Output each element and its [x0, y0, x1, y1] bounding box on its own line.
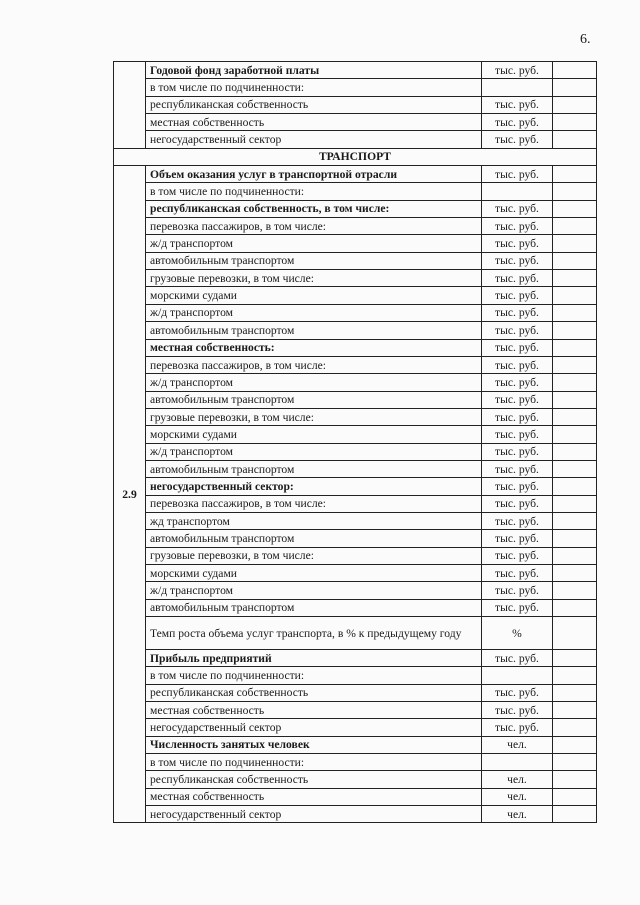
row-label: морскими судами	[146, 564, 482, 581]
row-unit: тыс. руб.	[482, 408, 553, 425]
table-row	[114, 304, 597, 321]
row-unit: тыс. руб.	[482, 287, 553, 304]
row-label: негосударственный сектор:	[146, 478, 482, 495]
row-label: Объем оказания услуг в транспортной отрасли	[146, 166, 482, 183]
row-unit: тыс. руб.	[482, 530, 553, 547]
row-unit: тыс. руб.	[482, 322, 553, 339]
page-number: 6.	[580, 32, 591, 47]
indicators-table	[113, 61, 597, 823]
row-label: негосударственный сектор	[146, 131, 482, 148]
row-label: автомобильным транспортом	[146, 530, 482, 547]
table-row	[114, 564, 597, 581]
row-label: перевозка пассажиров, в том числе:	[146, 495, 482, 512]
row-value-cell	[553, 183, 597, 200]
row-unit: тыс. руб.	[482, 582, 553, 599]
row-value-cell	[553, 426, 597, 443]
group-number: 2.9	[114, 166, 146, 823]
table-row	[114, 512, 597, 529]
row-value-cell	[553, 582, 597, 599]
row-unit	[482, 667, 553, 684]
table-row	[114, 806, 597, 823]
row-unit	[482, 754, 553, 771]
table-row	[114, 754, 597, 771]
row-label: негосударственный сектор	[146, 806, 482, 823]
row-value-cell	[553, 374, 597, 391]
row-value-cell	[553, 166, 597, 183]
table-row	[114, 235, 597, 252]
row-unit: тыс. руб.	[482, 547, 553, 564]
table-row	[114, 96, 597, 113]
table-row	[114, 719, 597, 736]
row-value-cell	[553, 702, 597, 719]
row-value-cell	[553, 719, 597, 736]
row-value-cell	[553, 408, 597, 425]
row-unit: тыс. руб.	[482, 374, 553, 391]
row-unit: тыс. руб.	[482, 460, 553, 477]
row-value-cell	[553, 79, 597, 96]
row-label: местная собственность	[146, 788, 482, 805]
row-value-cell	[553, 443, 597, 460]
row-label: ж/д транспортом	[146, 582, 482, 599]
table-row	[114, 530, 597, 547]
row-value-cell	[553, 96, 597, 113]
row-label: жд транспортом	[146, 512, 482, 529]
row-label: республиканская собственность	[146, 771, 482, 788]
table-row	[114, 684, 597, 701]
row-label: в том числе по подчиненности:	[146, 183, 482, 200]
section-title: ТРАНСПОРТ	[114, 148, 597, 165]
row-label: морскими судами	[146, 426, 482, 443]
row-unit: тыс. руб.	[482, 339, 553, 356]
row-label: в том числе по подчиненности:	[146, 754, 482, 771]
row-value-cell	[553, 736, 597, 753]
row-value-cell	[553, 235, 597, 252]
table-row	[114, 771, 597, 788]
row-value-cell	[553, 667, 597, 684]
row-unit: чел.	[482, 806, 553, 823]
row-unit: тыс. руб.	[482, 356, 553, 373]
row-label: морскими судами	[146, 287, 482, 304]
table-row	[114, 62, 597, 79]
row-label: республиканская собственность, в том числе:	[146, 200, 482, 217]
row-unit: тыс. руб.	[482, 96, 553, 113]
table-row	[114, 443, 597, 460]
row-unit: тыс. руб.	[482, 702, 553, 719]
row-value-cell	[553, 771, 597, 788]
row-unit: тыс. руб.	[482, 719, 553, 736]
table-row	[114, 617, 597, 650]
table-row	[114, 547, 597, 564]
table-row	[114, 495, 597, 512]
row-value-cell	[553, 512, 597, 529]
row-value-cell	[553, 287, 597, 304]
group-number-cell-empty	[114, 62, 146, 149]
row-label: ж/д транспортом	[146, 374, 482, 391]
row-label: автомобильным транспортом	[146, 460, 482, 477]
row-unit: тыс. руб.	[482, 495, 553, 512]
table-row	[114, 408, 597, 425]
row-value-cell	[553, 200, 597, 217]
row-label: местная собственность	[146, 114, 482, 131]
row-label: Годовой фонд заработной платы	[146, 62, 482, 79]
row-label: в том числе по подчиненности:	[146, 667, 482, 684]
row-label: грузовые перевозки, в том числе:	[146, 270, 482, 287]
row-label: ж/д транспортом	[146, 304, 482, 321]
table-row	[114, 270, 597, 287]
row-value-cell	[553, 806, 597, 823]
row-label: автомобильным транспортом	[146, 252, 482, 269]
table-row	[114, 322, 597, 339]
row-label: автомобильным транспортом	[146, 599, 482, 616]
row-label: республиканская собственность	[146, 684, 482, 701]
row-value-cell	[553, 530, 597, 547]
table-row	[114, 79, 597, 96]
table-row	[114, 114, 597, 131]
row-value-cell	[553, 754, 597, 771]
table-row	[114, 339, 597, 356]
row-unit: тыс. руб.	[482, 478, 553, 495]
row-value-cell	[553, 564, 597, 581]
table-row	[114, 252, 597, 269]
row-label: в том числе по подчиненности:	[146, 79, 482, 96]
row-unit: тыс. руб.	[482, 684, 553, 701]
row-unit: тыс. руб.	[482, 252, 553, 269]
row-unit: тыс. руб.	[482, 564, 553, 581]
row-label: перевозка пассажиров, в том числе:	[146, 356, 482, 373]
row-value-cell	[553, 617, 597, 650]
row-value-cell	[553, 650, 597, 667]
row-label: Численность занятых человек	[146, 736, 482, 753]
table-row	[114, 478, 597, 495]
table-row	[114, 131, 597, 148]
table-row	[114, 426, 597, 443]
row-value-cell	[553, 547, 597, 564]
row-value-cell	[553, 599, 597, 616]
row-label: грузовые перевозки, в том числе:	[146, 547, 482, 564]
row-label: местная собственность	[146, 702, 482, 719]
row-unit: чел.	[482, 771, 553, 788]
table-row	[114, 460, 597, 477]
row-unit: тыс. руб.	[482, 131, 553, 148]
table-row	[114, 788, 597, 805]
row-unit	[482, 79, 553, 96]
row-label: перевозка пассажиров, в том числе:	[146, 218, 482, 235]
table-row	[114, 650, 597, 667]
table-row	[114, 391, 597, 408]
row-value-cell	[553, 62, 597, 79]
row-label: Темп роста объема услуг транспорта, в % к предыдущему году	[146, 617, 482, 650]
row-label: местная собственность:	[146, 339, 482, 356]
row-unit: тыс. руб.	[482, 62, 553, 79]
row-unit: тыс. руб.	[482, 270, 553, 287]
table-row	[114, 599, 597, 616]
row-value-cell	[553, 339, 597, 356]
row-label: грузовые перевозки, в том числе:	[146, 408, 482, 425]
table-row	[114, 582, 597, 599]
row-unit: тыс. руб.	[482, 218, 553, 235]
table-row	[114, 702, 597, 719]
row-label: ж/д транспортом	[146, 235, 482, 252]
table-row	[114, 166, 597, 183]
row-unit: чел.	[482, 788, 553, 805]
row-unit: тыс. руб.	[482, 166, 553, 183]
row-unit: тыс. руб.	[482, 599, 553, 616]
row-unit: тыс. руб.	[482, 200, 553, 217]
row-unit: тыс. руб.	[482, 235, 553, 252]
table-row	[114, 667, 597, 684]
row-unit: тыс. руб.	[482, 114, 553, 131]
row-label: республиканская собственность	[146, 96, 482, 113]
table-row	[114, 374, 597, 391]
row-label: автомобильным транспортом	[146, 322, 482, 339]
row-value-cell	[553, 252, 597, 269]
row-unit: чел.	[482, 736, 553, 753]
row-label: Прибыль предприятий	[146, 650, 482, 667]
row-unit: %	[482, 617, 553, 650]
table-row	[114, 356, 597, 373]
row-value-cell	[553, 131, 597, 148]
row-label: автомобильным транспортом	[146, 391, 482, 408]
row-value-cell	[553, 322, 597, 339]
row-value-cell	[553, 304, 597, 321]
table-row	[114, 287, 597, 304]
row-value-cell	[553, 218, 597, 235]
row-label: ж/д транспортом	[146, 443, 482, 460]
row-unit: тыс. руб.	[482, 650, 553, 667]
row-value-cell	[553, 356, 597, 373]
table-row	[114, 183, 597, 200]
row-value-cell	[553, 460, 597, 477]
row-value-cell	[553, 114, 597, 131]
row-value-cell	[553, 478, 597, 495]
row-label: негосударственный сектор	[146, 719, 482, 736]
row-unit: тыс. руб.	[482, 391, 553, 408]
row-unit	[482, 183, 553, 200]
table-row	[114, 218, 597, 235]
indicators-table-body	[114, 62, 597, 823]
row-value-cell	[553, 391, 597, 408]
section-header-row	[114, 148, 597, 165]
row-unit: тыс. руб.	[482, 304, 553, 321]
row-value-cell	[553, 684, 597, 701]
table-row	[114, 200, 597, 217]
row-unit: тыс. руб.	[482, 426, 553, 443]
row-value-cell	[553, 270, 597, 287]
row-unit: тыс. руб.	[482, 443, 553, 460]
row-unit: тыс. руб.	[482, 512, 553, 529]
table-row	[114, 736, 597, 753]
row-value-cell	[553, 495, 597, 512]
row-value-cell	[553, 788, 597, 805]
